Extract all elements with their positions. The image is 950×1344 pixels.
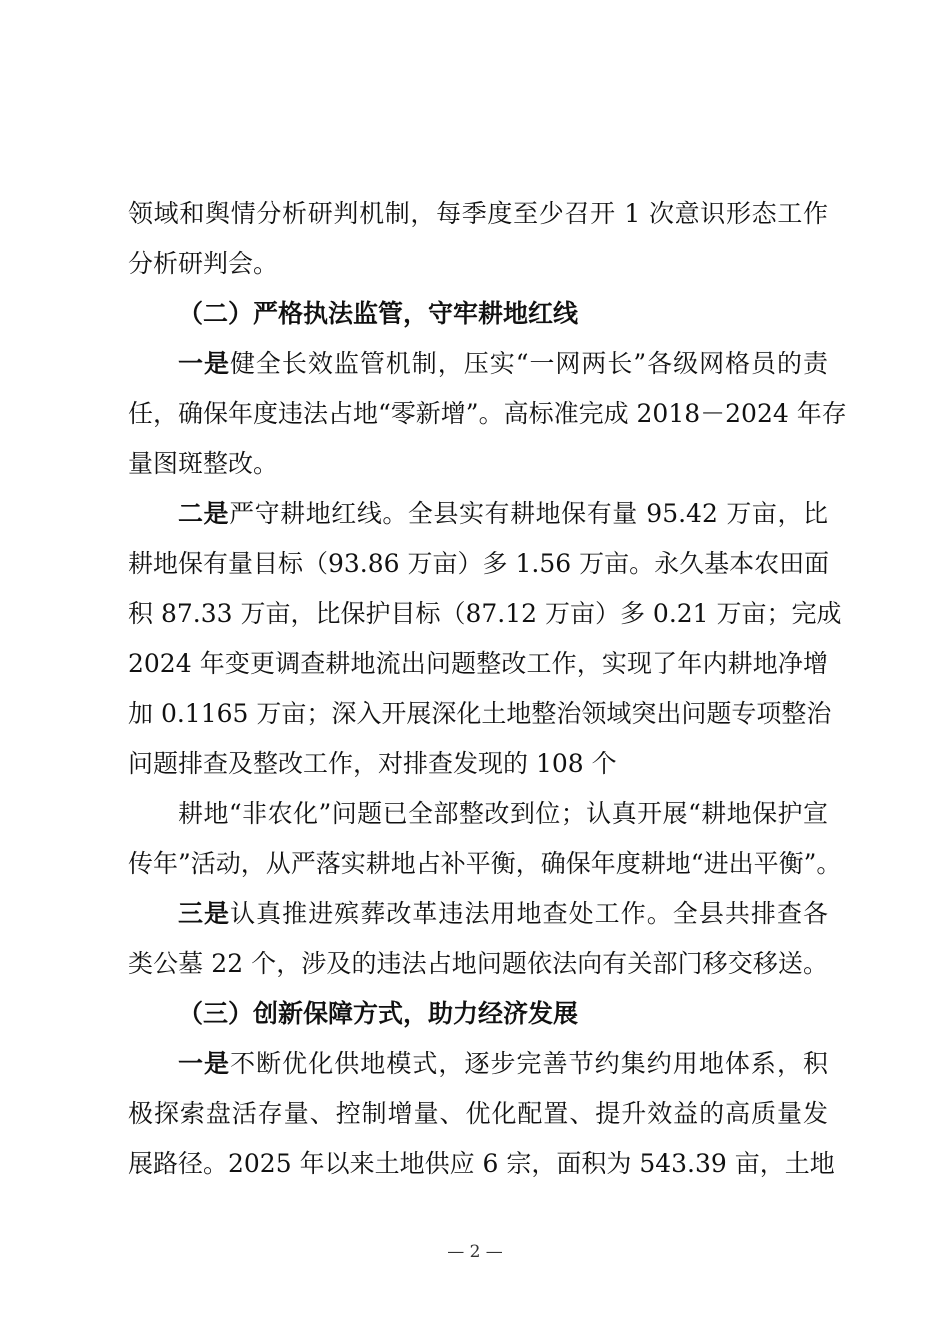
s2-item3-lead: 三是 (178, 899, 231, 928)
section2-heading: （二）严格执法监管，守牢耕地红线 (178, 299, 579, 328)
s2-item2-line-3: 积 87.33 万亩，比保护目标（87.12 万亩）多 0.21 万亩；完成 (128, 599, 842, 628)
s2-item1-text: 健全长效监管机制，压实“一网两长”各级网格员的责 (229, 349, 828, 378)
s3-item1-text: 不断优化供地模式，逐步完善节约集约用地体系，积 (230, 1049, 828, 1078)
s3-item1-line-1 (178, 1039, 828, 1089)
s2-item2-line-7: 耕地“非农化”问题已全部整改到位；认真开展“耕地保护宣 (178, 799, 828, 828)
s2-item3-line-2: 类公墓 22 个，涉及的违法占地问题依法向有关部门移交移送。 (128, 949, 828, 978)
s2-item1-line-1 (178, 339, 828, 389)
s3-item1-line-3: 展路径。2025 年以来土地供应 6 宗，面积为 543.39 亩，土地 (128, 1149, 835, 1178)
intro-line-2: 分析研判会。 (128, 249, 279, 278)
s2-item2-line-4: 2024 年变更调查耕地流出问题整改工作，实现了年内耕地净增 (128, 649, 828, 678)
s2-item2-lead: 二是 (178, 499, 230, 528)
s2-item3-line-1 (178, 889, 828, 939)
s2-item2-line-1 (178, 489, 828, 539)
s2-item1-lead: 一是 (178, 349, 230, 378)
s2-item2-line-5: 加 0.1165 万亩；深入开展深化土地整治领域突出问题专项整治 (128, 699, 832, 728)
s2-item1-line-2: 任，确保年度违法占地“零新增”。高标准完成 2018－2024 年存 (128, 399, 847, 428)
s2-item2-line-2: 耕地保有量目标（93.86 万亩）多 1.56 万亩。永久基本农田面 (128, 549, 830, 578)
section3-heading: （三）创新保障方式，助力经济发展 (178, 999, 579, 1028)
intro-line-1: 领域和舆情分析研判机制，每季度至少召开 1 次意识形态工作 (128, 199, 828, 228)
s3-item1-lead: 一是 (178, 1049, 231, 1078)
s2-item1-line-3: 量图斑整改。 (128, 449, 279, 478)
s2-item2-line-8: 传年”活动，从严落实耕地占补平衡，确保年度耕地“进出平衡”。 (128, 849, 842, 878)
s3-item1-line-2: 极探索盘活存量、控制增量、优化配置、提升效益的高质量发 (128, 1099, 828, 1128)
s2-item2-line-6: 问题排查及整改工作，对排查发现的 108 个 (128, 749, 617, 778)
s2-item2-text: 严守耕地红线。全县实有耕地保有量 95.42 万亩，比 (229, 499, 828, 528)
s2-item3-text: 认真推进殡葬改革违法用地查处工作。全县共排查各 (230, 899, 828, 928)
page-number: — 2 — (447, 1242, 503, 1262)
